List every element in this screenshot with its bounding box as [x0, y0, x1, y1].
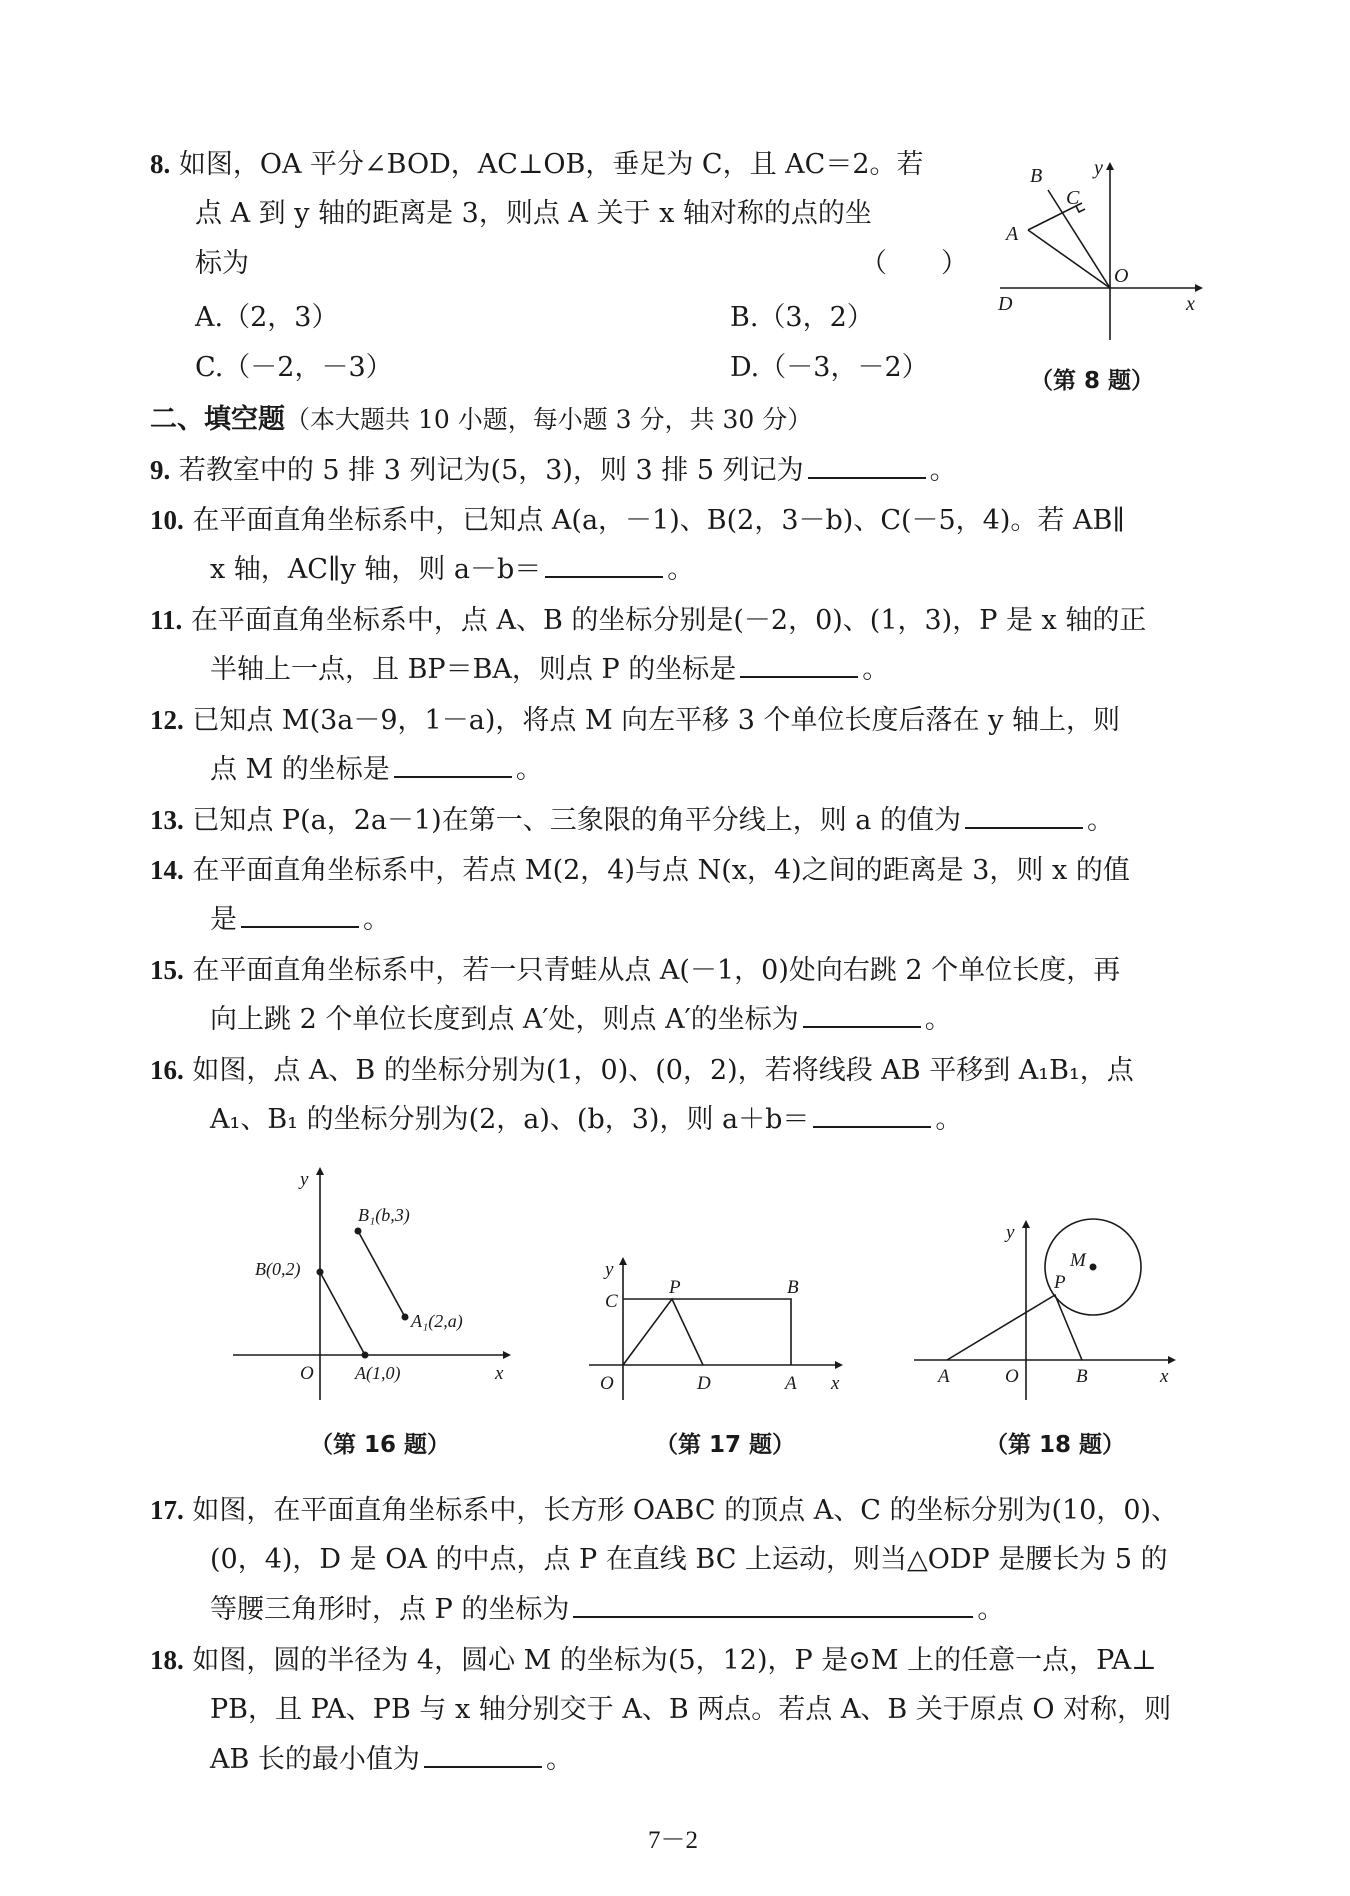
question-10-line2	[210, 552, 694, 588]
label-a: A	[785, 1373, 797, 1394]
q12-number: 12.	[150, 705, 184, 735]
lines-pa-pb	[947, 1295, 1082, 1360]
question-12-line1	[150, 702, 1120, 739]
q17-text3: 等腰三角形时，点 P 的坐标为	[210, 1594, 570, 1625]
q10-number: 10.	[150, 505, 184, 535]
answer-blank[interactable]	[740, 652, 858, 678]
option-text: （3，2）	[758, 302, 874, 333]
q15-text1: 在平面直角坐标系中，若一只青蛙从点 A(－1，0)处向右跳 2 个单位长度，再	[192, 955, 1121, 986]
triangle-odp	[623, 1299, 703, 1365]
q13-end: 。	[1086, 805, 1114, 836]
q12-end: 。	[515, 754, 543, 785]
y-arrow-icon	[316, 1167, 324, 1175]
answer-blank[interactable]	[965, 803, 1083, 829]
question-14-line1	[150, 852, 1130, 889]
label-d: D	[998, 293, 1013, 315]
q12-text2: 点 M 的坐标是	[210, 754, 390, 785]
q10-text2: x 轴，AC∥y 轴，则 a－b＝	[210, 554, 542, 585]
label-x: x	[1160, 1366, 1169, 1387]
label-a: A(1,0)	[355, 1363, 401, 1383]
label-d: D	[697, 1373, 711, 1394]
label-a: A	[938, 1366, 950, 1387]
q8-number: 8.	[150, 149, 171, 179]
answer-blank[interactable]	[545, 552, 663, 578]
question-14-line2	[210, 902, 390, 938]
figure-8	[990, 157, 1210, 350]
q9-number: 9.	[150, 455, 171, 485]
option-label: A.	[195, 302, 224, 333]
label-y: y	[1006, 1222, 1015, 1243]
label-o: O	[300, 1363, 314, 1384]
section-header	[150, 402, 812, 438]
question-18-line3	[210, 1742, 573, 1778]
point-b	[317, 1269, 324, 1276]
label-o: O	[600, 1373, 614, 1394]
q17-number: 17.	[150, 1495, 184, 1525]
q16-end: 。	[935, 1104, 963, 1135]
figure-17	[585, 1255, 845, 1405]
label-x: x	[495, 1363, 504, 1384]
q18-text3: AB 长的最小值为	[210, 1744, 420, 1775]
q8-text1: 如图，OA 平分∠BOD，AC⊥OB，垂足为 C，且 AC＝2。若	[178, 149, 924, 180]
q13-text: 已知点 P(a，2a－1)在第一、三象限的角平分线上，则 a 的值为	[192, 805, 961, 836]
label-m: M	[1070, 1250, 1086, 1271]
x-arrow-icon	[503, 1351, 511, 1359]
q15-end: 。	[924, 1004, 952, 1035]
x-arrow-icon	[1195, 284, 1203, 292]
y-arrow-icon	[1106, 162, 1114, 170]
question-17-line2: (0，4)，D 是 OA 的中点，点 P 在直线 BC 上运动，则当△ODP 是腰长为 5 的	[210, 1544, 1168, 1575]
figure-18	[910, 1210, 1180, 1405]
q9-text: 若教室中的 5 排 3 列记为(5，3)，则 3 排 5 列记为	[178, 455, 804, 486]
q10-text1: 在平面直角坐标系中，已知点 A(a，－1)、B(2，3－b)、C(－5，4)。若 AB∥	[192, 505, 1125, 536]
point-a1	[402, 1314, 409, 1321]
q13-number: 13.	[150, 805, 184, 835]
ray-oa	[1028, 230, 1110, 288]
q18-number: 18.	[150, 1645, 184, 1675]
option-label: D.	[730, 352, 760, 383]
point-b1	[355, 1228, 362, 1235]
q16-number: 16.	[150, 1055, 184, 1085]
q15-text2: 向上跳 2 个单位长度到点 A′处，则点 A′的坐标为	[210, 1004, 799, 1035]
label-c: C	[1066, 187, 1080, 209]
label-c: C	[605, 1291, 618, 1312]
question-15-line2	[210, 1002, 952, 1038]
q8-option-c	[195, 350, 393, 386]
label-p: P	[1054, 1272, 1066, 1293]
q14-number: 14.	[150, 855, 184, 885]
label-b: B	[1076, 1366, 1088, 1387]
q17-text1: 如图，在平面直角坐标系中，长方形 OABC 的顶点 A、C 的坐标分别为(10，0)、	[192, 1495, 1179, 1526]
figure-18-caption: （第 18 题）	[985, 1432, 1126, 1458]
question-16-line1	[150, 1052, 1134, 1089]
option-label: C.	[195, 352, 224, 383]
option-label: B.	[730, 302, 759, 333]
question-17-line3	[210, 1592, 1004, 1628]
question-9	[150, 452, 957, 489]
x-arrow-icon	[835, 1361, 843, 1369]
answer-blank[interactable]	[803, 1002, 921, 1028]
label-b1: B₁(b,3)	[358, 1205, 410, 1225]
page-number: 7－2	[648, 1827, 699, 1854]
q18-end: 。	[545, 1744, 573, 1775]
question-10-line1	[150, 502, 1125, 539]
q9-end: 。	[929, 455, 957, 486]
question-16-line2	[210, 1102, 962, 1138]
label-y: y	[1094, 157, 1103, 179]
segment-ab	[320, 1272, 365, 1355]
section-title: 二、填空题	[150, 404, 285, 435]
label-a1: A₁(2,a)	[411, 1311, 463, 1331]
q14-text1: 在平面直角坐标系中，若点 M(2，4)与点 N(x，4)之间的距离是 3，则 x 的值	[192, 855, 1130, 886]
figure-17-caption: （第 17 题）	[655, 1432, 796, 1458]
answer-blank[interactable]	[808, 453, 926, 479]
label-b: B(0,2)	[255, 1259, 301, 1279]
label-o: O	[1005, 1366, 1019, 1387]
question-17-line1	[150, 1492, 1178, 1529]
y-arrow-icon	[619, 1257, 627, 1265]
y-arrow-icon	[1022, 1220, 1030, 1228]
question-13	[150, 802, 1114, 839]
figure-16-caption: （第 16 题）	[310, 1432, 451, 1458]
q14-end: 。	[363, 904, 390, 935]
label-a: A	[1006, 223, 1019, 245]
q8-line3: 标为	[195, 248, 249, 279]
q8-line2: 点 A 到 y 轴的距离是 3，则点 A 关于 x 轴对称的点的坐	[195, 198, 872, 229]
label-x: x	[831, 1373, 840, 1394]
q11-text2: 半轴上一点，且 BP＝BA，则点 P 的坐标是	[210, 654, 737, 685]
label-p: P	[669, 1277, 681, 1298]
x-arrow-icon	[1168, 1356, 1176, 1364]
answer-blank[interactable]	[394, 752, 512, 778]
q8-option-b	[730, 300, 874, 336]
q14-text2: 是	[210, 904, 237, 935]
label-b: B	[787, 1277, 799, 1298]
question-11-line1	[150, 602, 1146, 639]
q16-text1: 如图，点 A、B 的坐标分别为(1，0)、(0，2)，若将线段 AB 平移到 A₁B₁，点	[192, 1055, 1134, 1086]
q8-answer-paren: （ ）	[860, 248, 968, 279]
q16-text2: A₁、B₁ 的坐标分别为(2，a)、(b，3)，则 a＋b＝	[210, 1104, 810, 1135]
q18-text1: 如图，圆的半径为 4，圆心 M 的坐标为(5，12)，P 是⊙M 上的任意一点，PA⊥	[192, 1645, 1157, 1676]
center-m	[1090, 1264, 1097, 1271]
question-18-line1	[150, 1642, 1157, 1679]
answer-blank[interactable]	[813, 1102, 931, 1128]
q11-text1: 在平面直角坐标系中，点 A、B 的坐标分别是(－2，0)、(1，3)，P 是 x 轴的正	[190, 605, 1147, 636]
section-note: （本大题共 10 小题，每小题 3 分，共 30 分）	[285, 405, 813, 434]
q8-option-a	[195, 300, 338, 336]
q17-end: 。	[977, 1594, 1005, 1625]
q12-text1: 已知点 M(3a－9，1－a)，将点 M 向左平移 3 个单位长度后落在 y 轴上，则	[192, 705, 1120, 736]
segment-a1b1	[358, 1231, 405, 1317]
q11-number: 11.	[150, 605, 183, 635]
point-a	[362, 1352, 369, 1359]
answer-blank[interactable]	[241, 902, 359, 928]
option-text: （－2，－3）	[223, 352, 393, 383]
q10-end: 。	[667, 554, 695, 585]
question-11-line2	[210, 652, 889, 688]
label-o: O	[1114, 265, 1129, 287]
figure-16	[225, 1165, 525, 1405]
q11-end: 。	[862, 654, 890, 685]
question-18-line2: PB，且 PA、PB 与 x 轴分别交于 A、B 两点。若点 A、B 关于原点 O 对称，则	[210, 1694, 1172, 1725]
q8-line1	[150, 146, 924, 183]
label-x: x	[1186, 293, 1195, 315]
label-y: y	[605, 1259, 614, 1280]
answer-blank[interactable]	[573, 1592, 973, 1618]
option-text: （2，3）	[223, 302, 339, 333]
q15-number: 15.	[150, 955, 184, 985]
question-15-line1	[150, 952, 1120, 989]
answer-blank[interactable]	[424, 1742, 542, 1768]
label-y: y	[300, 1169, 309, 1190]
figure-8-caption: （第 8 题）	[1030, 368, 1155, 394]
option-text: （－3，－2）	[759, 352, 929, 383]
q8-option-d	[730, 350, 929, 386]
question-12-line2	[210, 752, 543, 788]
label-b: B	[1030, 165, 1043, 187]
